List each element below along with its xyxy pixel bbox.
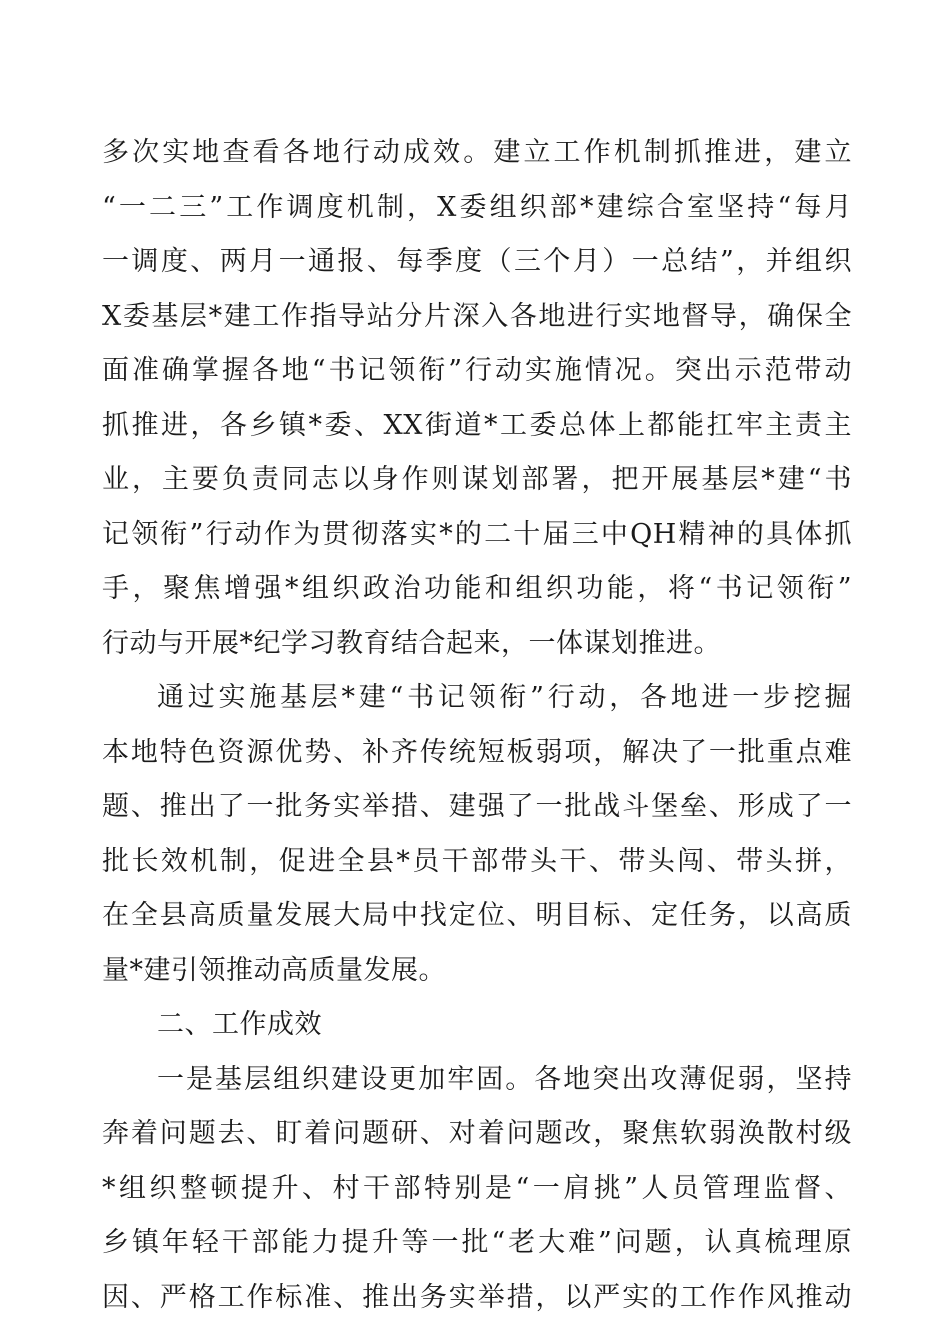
text-line: 因、严格工作标准、推出务实举措，以严实的工作作风推动 [102, 1281, 852, 1313]
text-line: “一二三”工作调度机制，X委组织部*建综合室坚持“每月 [102, 191, 852, 223]
text-line: 面准确掌握各地“书记领衔”行动实施情况。突出示范带动 [102, 355, 852, 386]
text-line-first: 一是基层组织建设更加牢固。各地突出攻薄促弱，坚持 [157, 1063, 852, 1095]
text-line: 抓推进，各乡镇*委、XX街道*工委总体上都能扛牢主责主 [102, 409, 852, 441]
paragraph-2 [102, 671, 852, 998]
text-line-last: 量*建引领推动高质量发展。 [102, 954, 446, 986]
text-line-last: 行动与开展*纪学习教育结合起来，一体谋划推进。 [102, 627, 721, 659]
section-heading-text: 二、工作成效 [157, 1009, 322, 1040]
text-line: *组织整顿提升、村干部特别是“一肩挑”人员管理监督、 [102, 1172, 852, 1204]
text-line: 批长效机制，促进全县*员干部带头干、带头闯、带头拼， [102, 845, 852, 877]
paragraph-3 [102, 1053, 852, 1326]
section-heading [102, 998, 852, 1053]
text-line: 本地特色资源优势、补齐传统短板弱项，解决了一批重点难 [102, 736, 852, 768]
paragraph-1 [102, 126, 852, 671]
document-body [102, 126, 852, 1325]
text-line: 业，主要负责同志以身作则谋划部署，把开展基层*建“书 [102, 464, 852, 495]
text-line: 记领衔”行动作为贯彻落实*的二十届三中QH精神的具体抓 [102, 518, 852, 550]
text-line: 乡镇年轻干部能力提升等一批“老大难”问题，认真梳理原 [102, 1227, 852, 1258]
text-line-first: 通过实施基层*建“书记领衔”行动，各地进一步挖掘 [157, 682, 852, 713]
text-line: 奔着问题去、盯着问题研、对着问题改，聚焦软弱涣散村级 [102, 1118, 852, 1149]
text-line: 一调度、两月一通报、每季度（三个月）一总结”，并组织 [102, 246, 852, 277]
text-line: 手，聚焦增强*组织政治功能和组织功能，将“书记领衔” [102, 573, 852, 604]
text-line: X委基层*建工作指导站分片深入各地进行实地督导，确保全 [102, 300, 852, 332]
text-line: 多次实地查看各地行动成效。建立工作机制抓推进，建立 [102, 137, 852, 168]
text-line: 题、推出了一批务实举措、建强了一批战斗堡垒、形成了一 [102, 791, 852, 822]
text-line: 在全县高质量发展大局中找定位、明目标、定任务，以高质 [102, 900, 852, 931]
